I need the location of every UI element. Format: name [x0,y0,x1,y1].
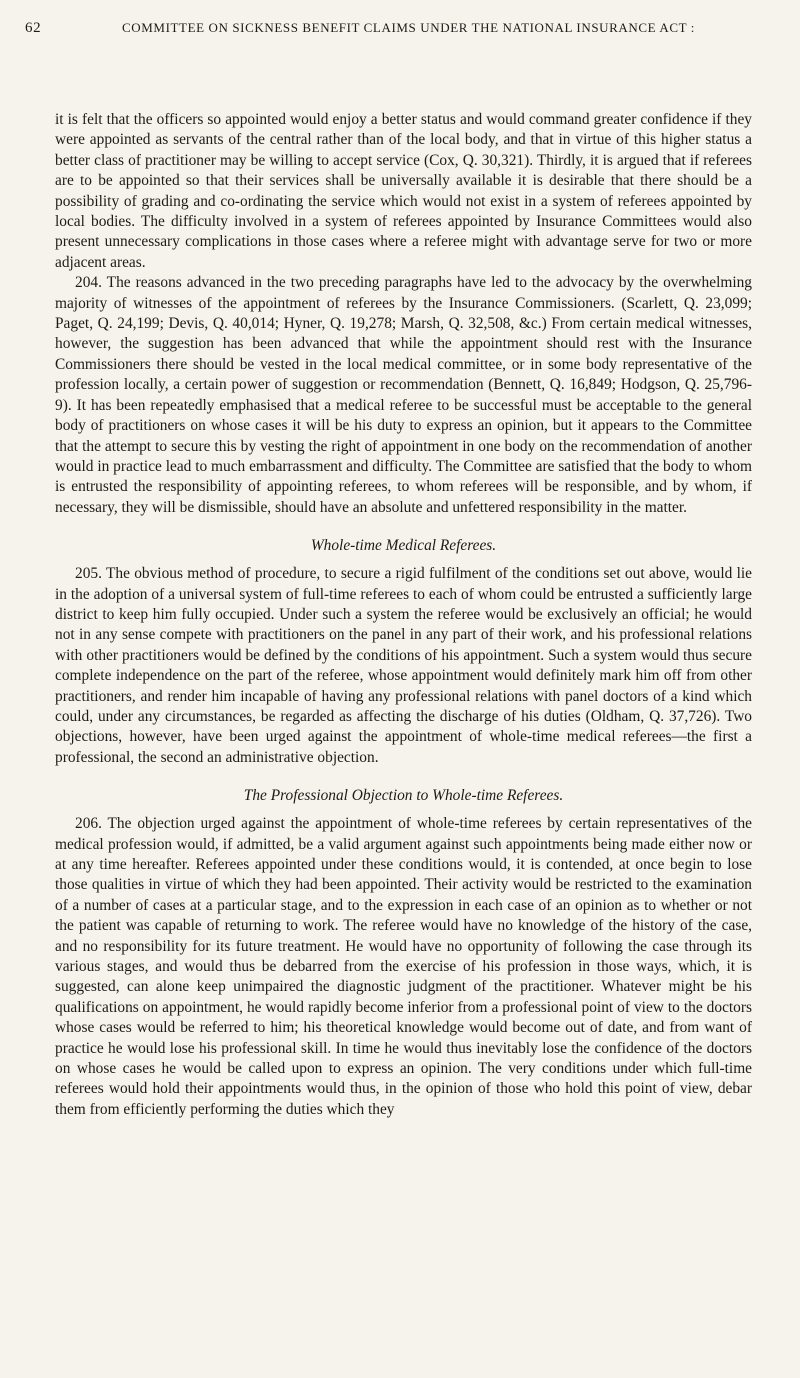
paragraph-206: 206. The objection urged against the appointment of whole-time referees by certain representatives of the medical profession would, if admitted, be a valid argument against such appointments being made either now or at any time hereafter. Referees appointed under these conditions would, it is contended, at once begin to lose those qualities in virtue of which they had been appointed. Their activity would be restricted to the examination of a number of cases at a particular stage, and to the expression in each case of an opinion as to whether or not the patient was capable of returning to work. The referee would have no knowledge of the history of the case, and no responsibility for its future treatment. He would have no opportunity of following the case through its various stages, and would thus be debarred from the exercise of his profession in those ways, which, it is suggested, can alone keep unimpaired the diagnostic judgment of the practitioner. Whatever might be his qualifications on appointment, he would rapidly become inferior from a professional point of view to the doctors whose cases would be referred to him; his theoretical knowledge would become out of date, and from want of practice he would lose his professional skill. In time he would thus inevitably lose the confidence of the doctors on whose cases he would be called upon to express an opinion. The very conditions under which full-time referees would hold their appointments would thus, in the opinion of those who hold this point of view, debar them from efficiently performing the duties which they [55,815,752,1118]
running-head: COMMITTEE ON SICKNESS BENEFIT CLAIMS UNDER THE NATIONAL INSURANCE ACT : [122,20,695,35]
page-header [25,20,752,46]
section-heading-whole-time-referees: Whole-time Medical Referees. [310,537,497,555]
page-number: 62 [25,20,42,36]
paragraph-continued: it is felt that the officers so appointed would enjoy a better status and would command greater confidence if they were appointed as servants of the central rather than of the local body, and that in virtue of this higher status a better class of practitioner may be willing to accept service (Cox, Q. 30,321). Thirdly, it is argued that if referees are to be appointed so that their services shall be universally available it is desirable that there should be a possibility of grading and co-ordinating the service which would not exist in a system of referees appointed by local bodies. The difficulty involved in a system of referees appointed by Insurance Committees would also present unnecessary complications in those cases where a referee might with advantage serve for two or more adjacent areas. [55,111,752,271]
section-heading-professional-objection: The Professional Objection to Whole-time Referees. [243,787,564,805]
paragraph-204: 204. The reasons advanced in the two preceding paragraphs have led to the advocacy by the overwhelming majority of witnesses of the appointment of referees by the Insurance Commissioners. (Scarlett, Q. 23,099; Paget, Q. 24,199; Devis, Q. 40,014; Hyner, Q. 19,278; Marsh, Q. 32,508, &c.) From certain medical witnesses, however, the suggestion has been advanced that while the appointment should rest with the Insurance Commissioners there should be vested in the local medical committee, or in some body representative of the profession locally, a certain power of suggestion or recommendation (Bennett, Q. 16,849; Hodgson, Q. 25,796-9). It has been repeatedly emphasised that a medical referee to be successful must be acceptable to the general body of practitioners on whose cases it will be his duty to express an opinion, but it appears to the Committee that the attempt to secure this by vesting the right of appointment in one body on the recommendation of another would in practice lead to much embarrassment and difficulty. The Committee are satisfied that the body to whom is entrusted the responsibility of appointing referees, to whom referees will be responsible, and by whom, if necessary, they will be dismissible, should have an absolute and unfettered responsibility in the matter. [55,274,752,516]
paragraph-205: 205. The obvious method of procedure, to secure a rigid fulfilment of the conditions set out above, would lie in the adoption of a universal system of full-time referees to each of whom could be entrusted a sufficiently large district to keep him fully occupied. Under such a system the referee would be exclusively an official; he would not in any sense compete with practitioners on the panel in any part of their work, and his professional relations with other practitioners would be defined by the conditions of his appointment. Such a system would thus secure complete independence on the part of the referee, whose appointment would definitely mark him off from other practitioners, and render him incapable of having any professional relations with panel doctors of a kind which could, under any circumstances, be regarded as affecting the discharge of his duties (Oldham, Q. 37,726). Two objections, however, have been urged against the appointment of whole-time medical referees—the first a professional, the second an administrative objection. [55,565,752,766]
page-body [55,110,752,1120]
